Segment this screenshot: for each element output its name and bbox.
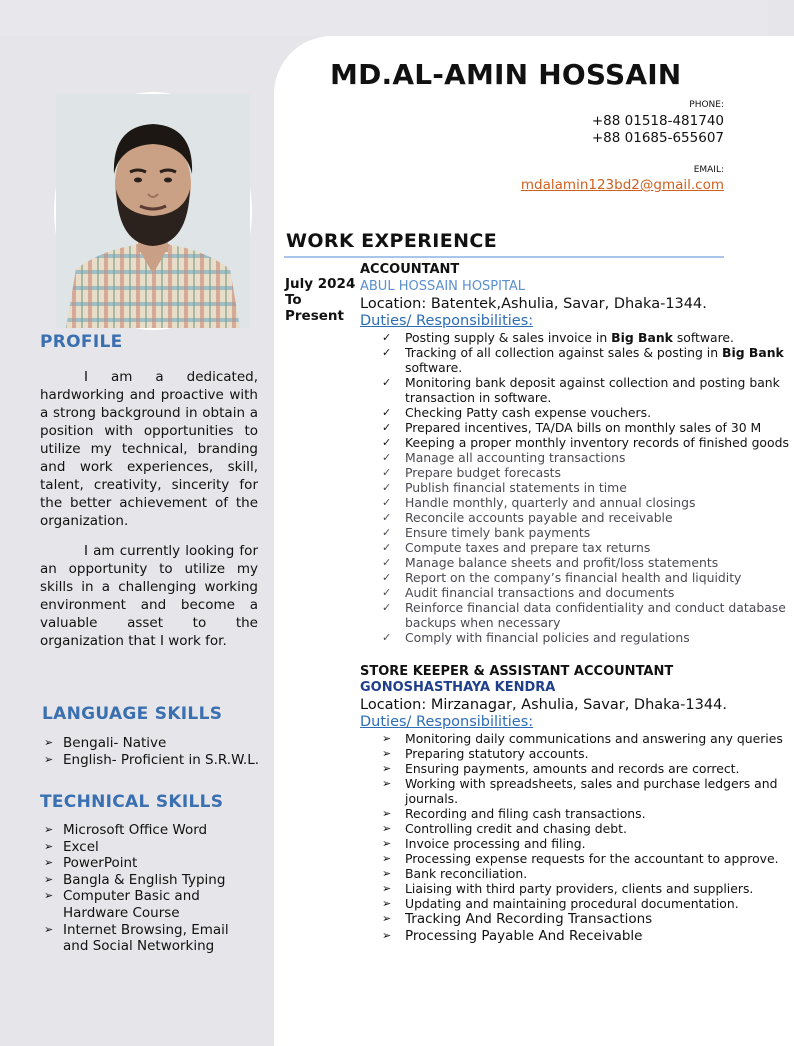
duties-label: Duties/ Responsibilities: [360,714,534,730]
list-item: ➢ Bank reconciliation. [382,866,528,881]
list-item: ➢ Liaising with third party providers, clients and suppliers. [382,881,754,896]
arrow-bullet-icon: ➢ [44,736,54,749]
list-item: ✓ Posting supply & sales invoice in Big Bank software. [382,330,734,345]
check-icon: ✓ [382,496,392,509]
list-item: ➢ English- Proficient in S.R.W.L. [44,751,260,768]
list-item: ➢ Monitoring daily communications and answering any queries [382,731,783,746]
duties-list [360,330,789,645]
duties-list [360,731,783,944]
list-item: ➢ Recording and filing cash transactions. [382,806,646,821]
list-item: ✓ Reinforce financial data confidentiality and conduct database [382,600,786,615]
arrow-bullet-icon: ➢ [44,889,54,903]
arrow-bullet-icon: ➢ [382,897,392,910]
list-item: ➢ Ensuring payments, amounts and records are correct. [382,761,740,776]
phone-number: +88 01685-655607 [591,129,724,146]
check-icon: ✓ [382,631,392,644]
list-item: ➢ Bangla & English Typing [44,871,226,888]
list-item: ➢ Processing Payable And Receivable [382,927,643,944]
arrow-bullet-icon: ➢ [382,822,392,835]
check-icon: ✓ [382,556,392,569]
list-item: ✓ Manage all accounting transactions [382,450,626,465]
list-item: ✓ Tracking of all collection against sales & posting in Big Bank [382,345,784,360]
sidebar [0,0,274,1024]
check-icon: ✓ [382,346,392,359]
arrow-bullet-icon: ➢ [382,882,392,895]
check-icon: ✓ [382,466,392,479]
arrow-bullet-icon: ➢ [44,922,54,936]
email-container [521,177,724,194]
list-item: ➢ Excel [44,838,99,855]
check-icon: ✓ [382,586,392,599]
job-title: ACCOUNTANT [360,262,460,277]
list-item: ✓ Prepared incentives, TA/DA bills on monthly sales of 30 M [382,420,762,435]
list-item: ✓ Prepare budget forecasts [382,465,561,480]
check-icon: ✓ [382,571,392,584]
list-item: ✓ Publish financial statements in time [382,480,627,495]
work-experience-heading: WORK EXPERIENCE [286,230,498,252]
list-item: ➢ Invoice processing and filing. [382,836,586,851]
list-item: ✓ Report on the company’s financial health and liquidity [382,570,742,585]
arrow-bullet-icon: ➢ [382,912,392,925]
list-item: transaction in software. [405,390,552,405]
check-icon: ✓ [382,436,392,449]
check-icon: ✓ [382,376,392,389]
arrow-bullet-icon: ➢ [382,928,392,942]
arrow-bullet-icon: ➢ [44,839,54,853]
list-item: ➢ Microsoft Office Word [44,822,208,838]
list-item: ✓ Reconcile accounts payable and receivable [382,510,673,525]
check-icon: ✓ [382,331,392,344]
check-icon: ✓ [382,601,392,614]
check-icon: ✓ [382,541,392,554]
arrow-bullet-icon: ➢ [382,867,392,880]
arrow-bullet-icon: ➢ [382,807,392,820]
arrow-bullet-icon: ➢ [382,762,392,775]
profile-text [40,368,258,662]
arrow-bullet-icon: ➢ [382,777,392,790]
technical-skills-heading: TECHNICAL SKILLS [40,792,224,812]
check-icon: ✓ [382,451,392,464]
arrow-bullet-icon: ➢ [44,856,54,870]
job-organization: GONOSHASTHAYA KENDRA [360,680,556,695]
list-item: ✓ Manage balance sheets and profit/loss statements [382,555,719,570]
list-item: ✓ Compute taxes and prepare tax returns [382,540,651,555]
list-item: ➢ Bengali- Native [44,735,167,751]
job-title: STORE KEEPER & ASSISTANT ACCOUNTANT [360,664,674,679]
arrow-bullet-icon: ➢ [382,837,392,850]
profile-heading: PROFILE [40,332,123,352]
list-item: ➢ Processing expense requests for the accountant to approve. [382,851,779,866]
phone-numbers [592,113,724,146]
list-item: ➢ Internet Browsing, Email and Social Networking [44,921,229,955]
arrow-bullet-icon: ➢ [44,823,54,836]
job-store-keeper [360,664,783,944]
profile-paragraph-2: I am currently looking for an opportunity to utilize my skills in a challenging working environment and become a valuable asset to the organization that I work for. [40,543,258,649]
section-divider [284,256,724,258]
language-skills-list [44,735,259,768]
phone-number: +88 01518-481740 [591,113,724,129]
list-item: journals. [405,791,459,806]
job-organization: ABUL HOSSAIN HOSPITAL [360,279,526,294]
email-label: EMAIL: [693,165,724,175]
list-item: ✓ Ensure timely bank payments [382,525,591,540]
list-item: ✓ Checking Patty cash expense vouchers. [382,405,652,420]
arrow-bullet-icon: ➢ [44,752,54,766]
list-item: ✓ Comply with financial policies and regulations [382,630,690,645]
check-icon: ✓ [382,406,392,419]
arrow-bullet-icon: ➢ [44,872,54,886]
list-item: ✓ Handle monthly, quarterly and annual closings [382,495,696,510]
profile-photo [54,92,252,330]
job-accountant [360,262,789,645]
duties-label: Duties/ Responsibilities: [360,313,534,329]
check-icon: ✓ [382,511,392,524]
check-icon: ✓ [382,421,392,434]
list-item: ➢ Tracking And Recording Transactions [382,911,653,927]
job-date: July 2024 To Present [285,276,356,324]
technical-skills-list [44,822,264,955]
list-item: ✓ Monitoring bank deposit against collection and posting bank [382,375,780,390]
arrow-bullet-icon: ➢ [382,852,392,865]
list-item: ➢ PowerPoint [44,855,138,872]
list-item: ➢ Working with spreadsheets, sales and purchase ledgers and [382,776,778,791]
job-location: Location: Batentek,Ashulia, Savar, Dhaka-1344. [360,296,707,312]
email-link[interactable]: mdalamin123bd2@gmail.com [520,177,724,193]
list-item: ➢ Updating and maintaining procedural documentation. [382,896,739,911]
list-item: ✓ Keeping a proper monthly inventory records of finished goods [382,435,789,450]
phone-label: PHONE: [689,100,724,110]
job-location: Location: Mirzanagar, Ashulia, Savar, Dhaka-1344. [360,697,727,713]
profile-paragraph-1: I am a dedicated, hardworking and proactive with a strong background in obtain a position with opportunities to utilize my technical, branding and work experiences, skill, talent, creativity, sincerity for the better achievement of the organization. [40,369,258,529]
list-item: backups when necessary [405,615,561,630]
list-item: software. [405,360,463,375]
list-item: ➢ Computer Basic and Hardware Course [44,888,200,921]
list-item: ➢ Preparing statutory accounts. [382,746,589,761]
list-item: ➢ Controlling credit and chasing debt. [382,821,627,836]
arrow-bullet-icon: ➢ [382,732,392,745]
candidate-name: MD.AL-AMIN HOSSAIN [330,58,682,91]
check-icon: ✓ [382,526,392,539]
check-icon: ✓ [382,481,392,494]
list-item: ✓ Audit financial transactions and documents [382,585,675,600]
language-skills-heading: LANGUAGE SKILLS [42,704,223,724]
arrow-bullet-icon: ➢ [382,747,392,760]
